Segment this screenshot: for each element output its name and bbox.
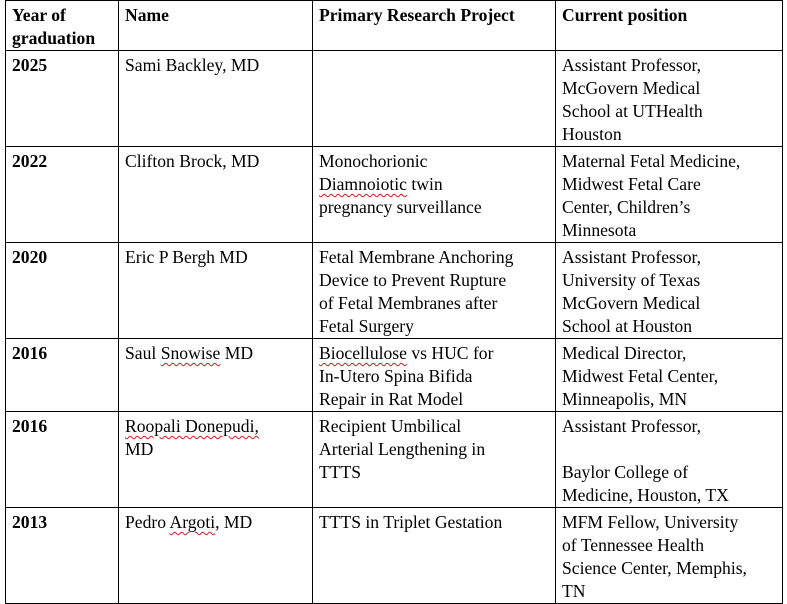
name-cell: Eric P Bergh MD — [119, 243, 313, 339]
position-cell — [556, 508, 783, 604]
year-cell: 2022 — [6, 147, 119, 243]
project-line-rest: twin — [406, 174, 443, 194]
position-line: Science Center, Memphis, — [562, 558, 747, 578]
name-line — [125, 415, 307, 438]
name-cell: Sami Backley, MD — [119, 51, 313, 147]
spellcheck-word: Snowise — [160, 343, 221, 363]
position-line: Maternal Fetal Medicine, — [562, 151, 741, 171]
project-line: Recipient Umbilical — [319, 416, 462, 436]
table-row — [6, 412, 783, 508]
position-line: McGovern Medical — [562, 293, 701, 313]
header-position: Current position — [556, 1, 783, 51]
header-project: Primary Research Project — [313, 1, 556, 51]
position-line: University of Texas — [562, 270, 701, 290]
project-line: Repair in Rat Model — [319, 389, 464, 409]
name-cell — [119, 339, 313, 412]
position-line: Assistant Professor, — [562, 416, 702, 436]
table-row — [6, 508, 783, 604]
project-line — [319, 173, 550, 196]
project-line: Fetal Membrane Anchoring — [319, 247, 514, 267]
table-row — [6, 339, 783, 412]
project-line: Device to Prevent Rupture — [319, 270, 507, 290]
position-line: Medical Director, — [562, 343, 687, 363]
project-line: pregnancy surveillance — [319, 197, 482, 217]
graduates-table — [5, 0, 783, 604]
project-line — [319, 342, 550, 365]
position-line: Baylor College of — [562, 462, 689, 482]
spellcheck-word: Argoti — [169, 512, 216, 532]
project-cell — [313, 51, 556, 147]
position-line: MFM Fellow, University — [562, 512, 739, 532]
blank-line — [562, 438, 777, 461]
project-line: In-Utero Spina Bifida — [319, 366, 473, 386]
position-cell — [556, 51, 783, 147]
name-part: MD — [220, 343, 254, 363]
position-cell — [556, 339, 783, 412]
name-part: Saul — [125, 343, 161, 363]
table-row — [6, 51, 783, 147]
position-line: Midwest Fetal Center, — [562, 366, 719, 386]
year-cell: 2016 — [6, 412, 119, 508]
table-row — [6, 243, 783, 339]
position-line: Minneapolis, MN — [562, 389, 688, 409]
header-year-line1: Year of — [12, 5, 66, 25]
position-line: Midwest Fetal Care — [562, 174, 701, 194]
project-line: Monochorionic — [319, 151, 428, 171]
name-line: MD — [125, 439, 154, 459]
position-cell — [556, 412, 783, 508]
spellcheck-word: Diamnoiotic — [319, 174, 407, 194]
year-cell: 2016 — [6, 339, 119, 412]
position-line: Minnesota — [562, 220, 637, 240]
position-cell — [556, 147, 783, 243]
project-cell — [313, 508, 556, 604]
position-cell — [556, 243, 783, 339]
position-line: Houston — [562, 124, 622, 144]
position-line: McGovern Medical — [562, 78, 701, 98]
position-line: Assistant Professor, — [562, 247, 702, 267]
spellcheck-word: Biocellulose — [319, 343, 407, 363]
year-cell: 2013 — [6, 508, 119, 604]
project-line: Arterial Lengthening in — [319, 439, 486, 459]
header-row — [6, 1, 783, 51]
year-cell: 2025 — [6, 51, 119, 147]
header-year — [6, 1, 119, 51]
position-line: School at Houston — [562, 316, 692, 336]
project-line: TTTS — [319, 462, 362, 482]
name-cell: Clifton Brock, MD — [119, 147, 313, 243]
year-cell: 2020 — [6, 243, 119, 339]
project-cell — [313, 412, 556, 508]
name-cell — [119, 412, 313, 508]
position-line: TN — [562, 581, 586, 601]
position-line: School at UTHealth — [562, 101, 703, 121]
project-line: Fetal Surgery — [319, 316, 414, 336]
table-row — [6, 147, 783, 243]
project-line: of Fetal Membranes after — [319, 293, 498, 313]
project-cell — [313, 147, 556, 243]
project-cell — [313, 339, 556, 412]
project-line-rest: vs HUC for — [406, 343, 494, 363]
header-year-line2: graduation — [12, 28, 96, 48]
name-part: Pedro — [125, 512, 170, 532]
name-cell — [119, 508, 313, 604]
position-line: Assistant Professor, — [562, 55, 702, 75]
position-line: Medicine, Houston, TX — [562, 485, 729, 505]
header-name: Name — [119, 1, 313, 51]
name-part: , MD — [215, 512, 253, 532]
project-cell — [313, 243, 556, 339]
position-line: Center, Children’s — [562, 197, 691, 217]
project-line: TTTS in Triplet Gestation — [319, 512, 503, 532]
position-line: of Tennessee Health — [562, 535, 705, 555]
spellcheck-word: Roopali Donepudi, — [125, 416, 259, 436]
